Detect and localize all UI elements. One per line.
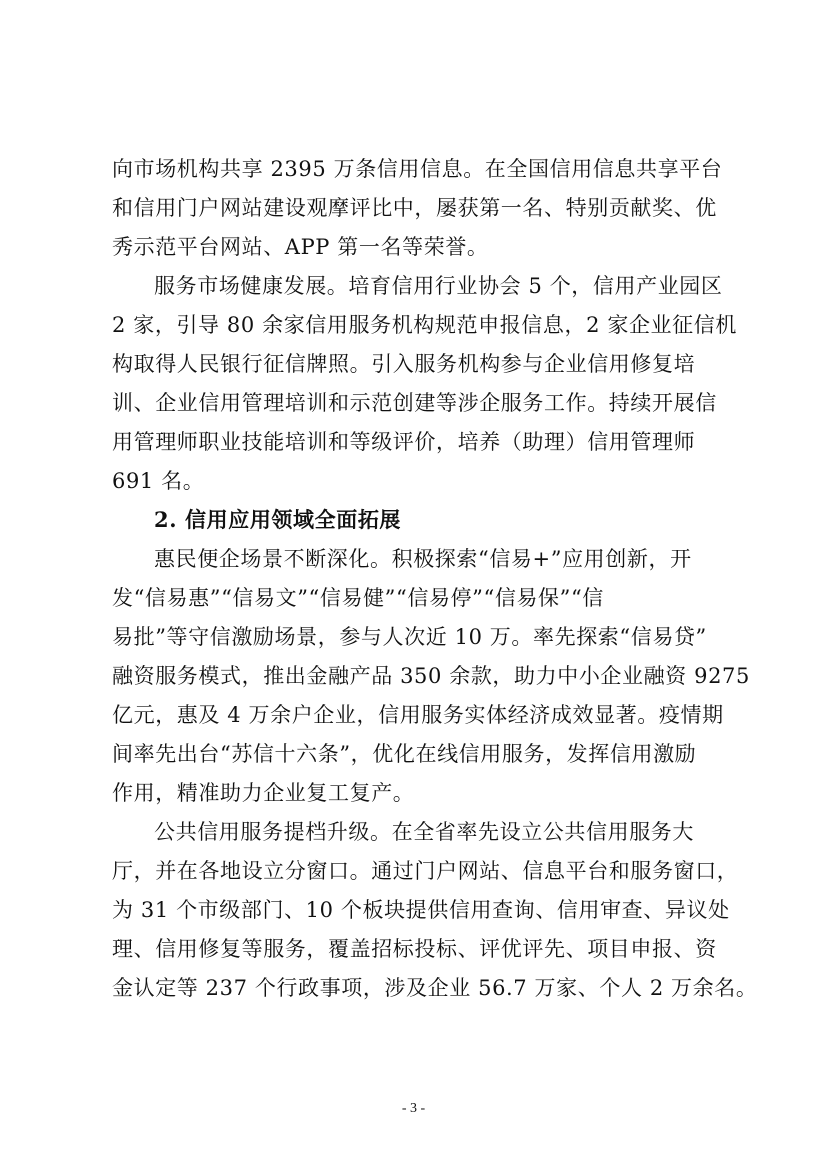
body-text-line: 融资服务模式，推出金融产品 350 余款，助力中小企业融资 9275 <box>112 664 750 688</box>
body-text-line: 间率先出台“苏信十六条”，优化在线信用服务，发挥信用激励 <box>112 742 697 766</box>
body-text-line: 秀示范平台网站、APP 第一名等荣誉。 <box>112 235 489 259</box>
paragraph-start-line: 惠民便企场景不断深化。积极探索“信易+”应用创新，开 <box>154 547 692 571</box>
body-text-line: 亿元，惠及 4 万余户企业，信用服务实体经济成效显著。疫情期 <box>112 703 724 727</box>
paragraph-start-line: 服务市场健康发展。培育信用行业协会 5 个，信用产业园区 <box>154 274 723 298</box>
body-text-line: 作用，精准助力企业复工复产。 <box>112 781 415 805</box>
body-text-line: 金认定等 237 个行政事项，涉及企业 56.7 万家、个人 2 万余名。 <box>112 976 758 1000</box>
body-text-line: 为 31 个市级部门、10 个板块提供信用查询、信用审查、异议处 <box>112 898 730 922</box>
paragraph-start-line: 公共信用服务提档升级。在全省率先设立公共信用服务大 <box>154 820 694 844</box>
body-text-line: 691 名。 <box>112 469 205 493</box>
body-text-line: 易批”等守信激励场景，参与人次近 10 万。率先探索“信易贷” <box>112 625 707 649</box>
section-heading: 2. 信用应用领域全面拓展 <box>154 507 402 532</box>
body-text-line: 构取得人民银行征信牌照。引入服务机构参与企业信用修复培 <box>112 352 696 376</box>
body-text-line: 训、企业信用管理培训和示范创建等涉企服务工作。持续开展信 <box>112 391 717 415</box>
body-text-line: 理、信用修复等服务，覆盖招标投标、评优评先、项目申报、资 <box>112 937 717 961</box>
body-text-line: 2 家，引导 80 余家信用服务机构规范申报信息，2 家企业征信机 <box>112 313 737 337</box>
body-text-line: 发“信易惠”“信易文”“信易健”“信易停”“信易保”“信 <box>112 586 604 610</box>
body-text-line: 向市场机构共享 2395 万条信用信息。在全国信用信息共享平台 <box>112 157 723 181</box>
body-text-line: 用管理师职业技能培训和等级评价，培养（助理）信用管理师 <box>112 430 696 454</box>
body-text-line: 厅，并在各地设立分窗口。通过门户网站、信息平台和服务窗口， <box>112 859 739 883</box>
body-text-line: 和信用门户网站建设观摩评比中，屡获第一名、特别贡献奖、优 <box>112 196 717 220</box>
page-number: - 3 - <box>401 1101 426 1116</box>
